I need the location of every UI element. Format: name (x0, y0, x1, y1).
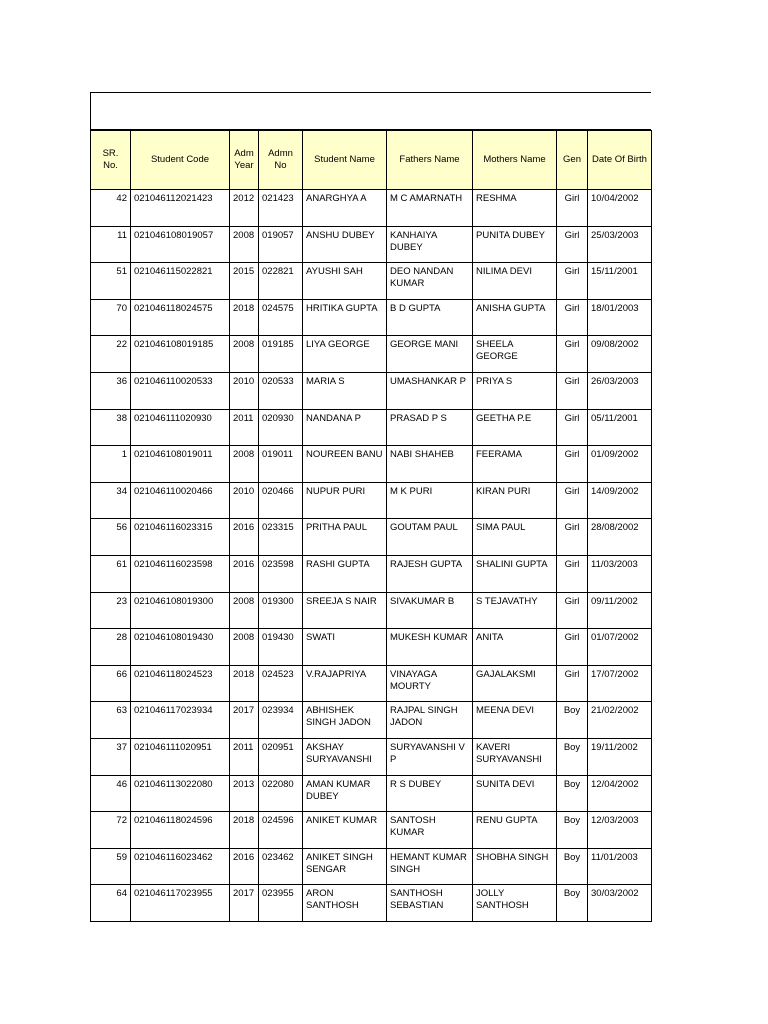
table-row (91, 592, 652, 629)
cell-adm-year: 2008 (230, 446, 259, 483)
cell-date-of-birth: 12/03/2003 (588, 812, 652, 849)
student-table (90, 130, 652, 922)
cell-student-code: 021046118024575 (131, 299, 230, 336)
cell-sr-no: 11 (91, 226, 131, 263)
cell-mothers-name: SHEELA GEORGE (473, 336, 557, 373)
cell-gender: Girl (557, 190, 588, 227)
cell-mothers-name: ANITA (473, 629, 557, 666)
cell-admn-no: 021423 (259, 190, 303, 227)
cell-date-of-birth: 26/03/2003 (588, 372, 652, 409)
table-row (91, 555, 652, 592)
cell-gender: Girl (557, 372, 588, 409)
cell-admn-no: 019430 (259, 629, 303, 666)
cell-gender: Boy (557, 702, 588, 739)
cell-gender: Boy (557, 775, 588, 812)
cell-mothers-name: PRIYA S (473, 372, 557, 409)
header-admn-no: Admn No (259, 131, 303, 190)
cell-admn-no: 020930 (259, 409, 303, 446)
cell-student-code: 021046113022080 (131, 775, 230, 812)
cell-adm-year: 2010 (230, 372, 259, 409)
cell-fathers-name: M C AMARNATH (387, 190, 473, 227)
cell-gender: Girl (557, 519, 588, 556)
cell-fathers-name: M K PURI (387, 482, 473, 519)
cell-fathers-name: SURYAVANSHI V P (387, 738, 473, 775)
cell-mothers-name: SHALINI GUPTA (473, 555, 557, 592)
cell-date-of-birth: 01/07/2002 (588, 629, 652, 666)
cell-fathers-name: VINAYAGA MOURTY (387, 665, 473, 702)
cell-fathers-name: HEMANT KUMAR SINGH (387, 848, 473, 885)
table-row (91, 226, 652, 263)
cell-admn-no: 023955 (259, 885, 303, 922)
cell-date-of-birth: 17/07/2002 (588, 665, 652, 702)
cell-student-name: NOUREEN BANU (303, 446, 387, 483)
cell-gender: Girl (557, 336, 588, 373)
cell-student-name: NANDANA P (303, 409, 387, 446)
cell-date-of-birth: 30/03/2002 (588, 885, 652, 922)
cell-student-code: 021046111020951 (131, 738, 230, 775)
cell-mothers-name: NILIMA DEVI (473, 263, 557, 300)
cell-gender: Girl (557, 446, 588, 483)
header-student-code: Student Code (131, 131, 230, 190)
cell-student-name: ANARGHYA A (303, 190, 387, 227)
cell-date-of-birth: 19/11/2002 (588, 738, 652, 775)
cell-sr-no: 56 (91, 519, 131, 556)
cell-student-name: AMAN KUMAR DUBEY (303, 775, 387, 812)
cell-admn-no: 024596 (259, 812, 303, 849)
cell-date-of-birth: 01/09/2002 (588, 446, 652, 483)
cell-sr-no: 59 (91, 848, 131, 885)
cell-gender: Boy (557, 848, 588, 885)
table-row (91, 629, 652, 666)
cell-student-name: NUPUR PURI (303, 482, 387, 519)
cell-adm-year: 2011 (230, 738, 259, 775)
sheet-title-row (90, 92, 651, 130)
cell-student-code: 021046116023598 (131, 555, 230, 592)
cell-admn-no: 023598 (259, 555, 303, 592)
cell-fathers-name: UMASHANKAR P (387, 372, 473, 409)
cell-gender: Girl (557, 629, 588, 666)
cell-student-code: 021046110020533 (131, 372, 230, 409)
table-row (91, 738, 652, 775)
cell-adm-year: 2011 (230, 409, 259, 446)
cell-sr-no: 23 (91, 592, 131, 629)
cell-sr-no: 36 (91, 372, 131, 409)
cell-gender: Girl (557, 592, 588, 629)
cell-student-code: 021046116023462 (131, 848, 230, 885)
cell-fathers-name: SIVAKUMAR B (387, 592, 473, 629)
table-row (91, 263, 652, 300)
cell-admn-no: 019011 (259, 446, 303, 483)
cell-gender: Girl (557, 263, 588, 300)
cell-adm-year: 2018 (230, 299, 259, 336)
table-row (91, 409, 652, 446)
table-row (91, 482, 652, 519)
cell-mothers-name: SIMA PAUL (473, 519, 557, 556)
cell-admn-no: 019185 (259, 336, 303, 373)
cell-adm-year: 2013 (230, 775, 259, 812)
cell-student-code: 021046108019057 (131, 226, 230, 263)
cell-mothers-name: RESHMA (473, 190, 557, 227)
header-row (91, 131, 652, 190)
header-fathers-name: Fathers Name (387, 131, 473, 190)
cell-gender: Girl (557, 555, 588, 592)
cell-student-code: 021046108019011 (131, 446, 230, 483)
cell-sr-no: 28 (91, 629, 131, 666)
cell-student-name: AKSHAY SURYAVANSHI (303, 738, 387, 775)
cell-admn-no: 023462 (259, 848, 303, 885)
cell-student-name: SWATI (303, 629, 387, 666)
cell-fathers-name: B D GUPTA (387, 299, 473, 336)
student-sheet (90, 92, 651, 922)
cell-student-name: AYUSHI SAH (303, 263, 387, 300)
cell-mothers-name: S TEJAVATHY (473, 592, 557, 629)
cell-student-name: ARON SANTHOSH (303, 885, 387, 922)
cell-date-of-birth: 09/08/2002 (588, 336, 652, 373)
table-row (91, 299, 652, 336)
cell-sr-no: 70 (91, 299, 131, 336)
cell-student-code: 021046108019300 (131, 592, 230, 629)
cell-student-name: ANIKET SINGH SENGAR (303, 848, 387, 885)
cell-mothers-name: JOLLY SANTHOSH (473, 885, 557, 922)
cell-admn-no: 023315 (259, 519, 303, 556)
cell-mothers-name: SHOBHA SINGH (473, 848, 557, 885)
cell-date-of-birth: 28/08/2002 (588, 519, 652, 556)
cell-fathers-name: DEO NANDAN KUMAR (387, 263, 473, 300)
cell-gender: Boy (557, 738, 588, 775)
cell-mothers-name: SUNITA DEVI (473, 775, 557, 812)
cell-adm-year: 2016 (230, 519, 259, 556)
cell-mothers-name: ANISHA GUPTA (473, 299, 557, 336)
table-row (91, 775, 652, 812)
cell-gender: Girl (557, 482, 588, 519)
cell-student-name: PRITHA PAUL (303, 519, 387, 556)
cell-student-name: HRITIKA GUPTA (303, 299, 387, 336)
cell-adm-year: 2018 (230, 665, 259, 702)
cell-adm-year: 2016 (230, 848, 259, 885)
table-row (91, 702, 652, 739)
cell-fathers-name: PRASAD P S (387, 409, 473, 446)
cell-admn-no: 023934 (259, 702, 303, 739)
cell-date-of-birth: 25/03/2003 (588, 226, 652, 263)
cell-student-code: 021046112021423 (131, 190, 230, 227)
cell-sr-no: 22 (91, 336, 131, 373)
cell-gender: Boy (557, 885, 588, 922)
cell-sr-no: 72 (91, 812, 131, 849)
cell-fathers-name: GEORGE MANI (387, 336, 473, 373)
cell-student-code: 021046108019430 (131, 629, 230, 666)
cell-admn-no: 020951 (259, 738, 303, 775)
cell-student-name: MARIA S (303, 372, 387, 409)
cell-fathers-name: RAJPAL SINGH JADON (387, 702, 473, 739)
cell-fathers-name: SANTOSH KUMAR (387, 812, 473, 849)
cell-admn-no: 024575 (259, 299, 303, 336)
cell-admn-no: 024523 (259, 665, 303, 702)
cell-date-of-birth: 15/11/2001 (588, 263, 652, 300)
cell-admn-no: 019057 (259, 226, 303, 263)
cell-student-name: SREEJA S NAIR (303, 592, 387, 629)
cell-date-of-birth: 11/03/2003 (588, 555, 652, 592)
header-date-of-birth: Date Of Birth (588, 131, 652, 190)
cell-student-name: V.RAJAPRIYA (303, 665, 387, 702)
cell-student-code: 021046116023315 (131, 519, 230, 556)
cell-student-name: RASHI GUPTA (303, 555, 387, 592)
header-adm-year: Adm Year (230, 131, 259, 190)
cell-student-code: 021046118024523 (131, 665, 230, 702)
cell-mothers-name: FEERAMA (473, 446, 557, 483)
cell-date-of-birth: 10/04/2002 (588, 190, 652, 227)
table-row (91, 665, 652, 702)
cell-student-code: 021046110020466 (131, 482, 230, 519)
cell-fathers-name: GOUTAM PAUL (387, 519, 473, 556)
cell-student-name: ABHISHEK SINGH JADON (303, 702, 387, 739)
cell-date-of-birth: 14/09/2002 (588, 482, 652, 519)
cell-gender: Girl (557, 409, 588, 446)
cell-mothers-name: GEETHA P.E (473, 409, 557, 446)
cell-adm-year: 2008 (230, 226, 259, 263)
cell-fathers-name: R S DUBEY (387, 775, 473, 812)
cell-adm-year: 2012 (230, 190, 259, 227)
cell-mothers-name: GAJALAKSMI (473, 665, 557, 702)
cell-adm-year: 2016 (230, 555, 259, 592)
cell-fathers-name: RAJESH GUPTA (387, 555, 473, 592)
cell-fathers-name: SANTHOSH SEBASTIAN (387, 885, 473, 922)
cell-adm-year: 2008 (230, 336, 259, 373)
cell-sr-no: 63 (91, 702, 131, 739)
cell-adm-year: 2010 (230, 482, 259, 519)
header-mothers-name: Mothers Name (473, 131, 557, 190)
cell-date-of-birth: 21/02/2002 (588, 702, 652, 739)
cell-student-code: 021046115022821 (131, 263, 230, 300)
cell-adm-year: 2017 (230, 702, 259, 739)
cell-adm-year: 2017 (230, 885, 259, 922)
cell-sr-no: 46 (91, 775, 131, 812)
cell-sr-no: 61 (91, 555, 131, 592)
cell-admn-no: 020466 (259, 482, 303, 519)
cell-sr-no: 51 (91, 263, 131, 300)
cell-admn-no: 022080 (259, 775, 303, 812)
table-row (91, 885, 652, 922)
cell-sr-no: 64 (91, 885, 131, 922)
cell-student-name: ANSHU DUBEY (303, 226, 387, 263)
cell-mothers-name: PUNITA DUBEY (473, 226, 557, 263)
cell-student-name: ANIKET KUMAR (303, 812, 387, 849)
cell-gender: Girl (557, 299, 588, 336)
cell-sr-no: 37 (91, 738, 131, 775)
cell-sr-no: 1 (91, 446, 131, 483)
header-student-name: Student Name (303, 131, 387, 190)
cell-sr-no: 38 (91, 409, 131, 446)
table-row (91, 848, 652, 885)
cell-gender: Boy (557, 812, 588, 849)
cell-student-code: 021046108019185 (131, 336, 230, 373)
cell-fathers-name: NABI SHAHEB (387, 446, 473, 483)
cell-adm-year: 2008 (230, 629, 259, 666)
header-sr-no: SR. No. (91, 131, 131, 190)
cell-admn-no: 020533 (259, 372, 303, 409)
cell-adm-year: 2018 (230, 812, 259, 849)
cell-sr-no: 34 (91, 482, 131, 519)
table-row (91, 372, 652, 409)
cell-admn-no: 022821 (259, 263, 303, 300)
cell-student-code: 021046118024596 (131, 812, 230, 849)
cell-date-of-birth: 11/01/2003 (588, 848, 652, 885)
cell-gender: Girl (557, 226, 588, 263)
cell-mothers-name: MEENA DEVI (473, 702, 557, 739)
cell-student-name: LIYA GEORGE (303, 336, 387, 373)
cell-date-of-birth: 05/11/2001 (588, 409, 652, 446)
cell-adm-year: 2008 (230, 592, 259, 629)
cell-student-code: 021046117023934 (131, 702, 230, 739)
cell-student-code: 021046117023955 (131, 885, 230, 922)
cell-sr-no: 66 (91, 665, 131, 702)
table-row (91, 519, 652, 556)
cell-mothers-name: KAVERI SURYAVANSHI (473, 738, 557, 775)
cell-date-of-birth: 09/11/2002 (588, 592, 652, 629)
table-row (91, 812, 652, 849)
cell-date-of-birth: 18/01/2003 (588, 299, 652, 336)
cell-date-of-birth: 12/04/2002 (588, 775, 652, 812)
cell-admn-no: 019300 (259, 592, 303, 629)
cell-student-code: 021046111020930 (131, 409, 230, 446)
table-row (91, 336, 652, 373)
cell-sr-no: 42 (91, 190, 131, 227)
table-row (91, 190, 652, 227)
table-row (91, 446, 652, 483)
cell-fathers-name: KANHAIYA DUBEY (387, 226, 473, 263)
cell-mothers-name: RENU GUPTA (473, 812, 557, 849)
cell-fathers-name: MUKESH KUMAR (387, 629, 473, 666)
header-gender: Gen (557, 131, 588, 190)
cell-gender: Girl (557, 665, 588, 702)
cell-mothers-name: KIRAN PURI (473, 482, 557, 519)
cell-adm-year: 2015 (230, 263, 259, 300)
